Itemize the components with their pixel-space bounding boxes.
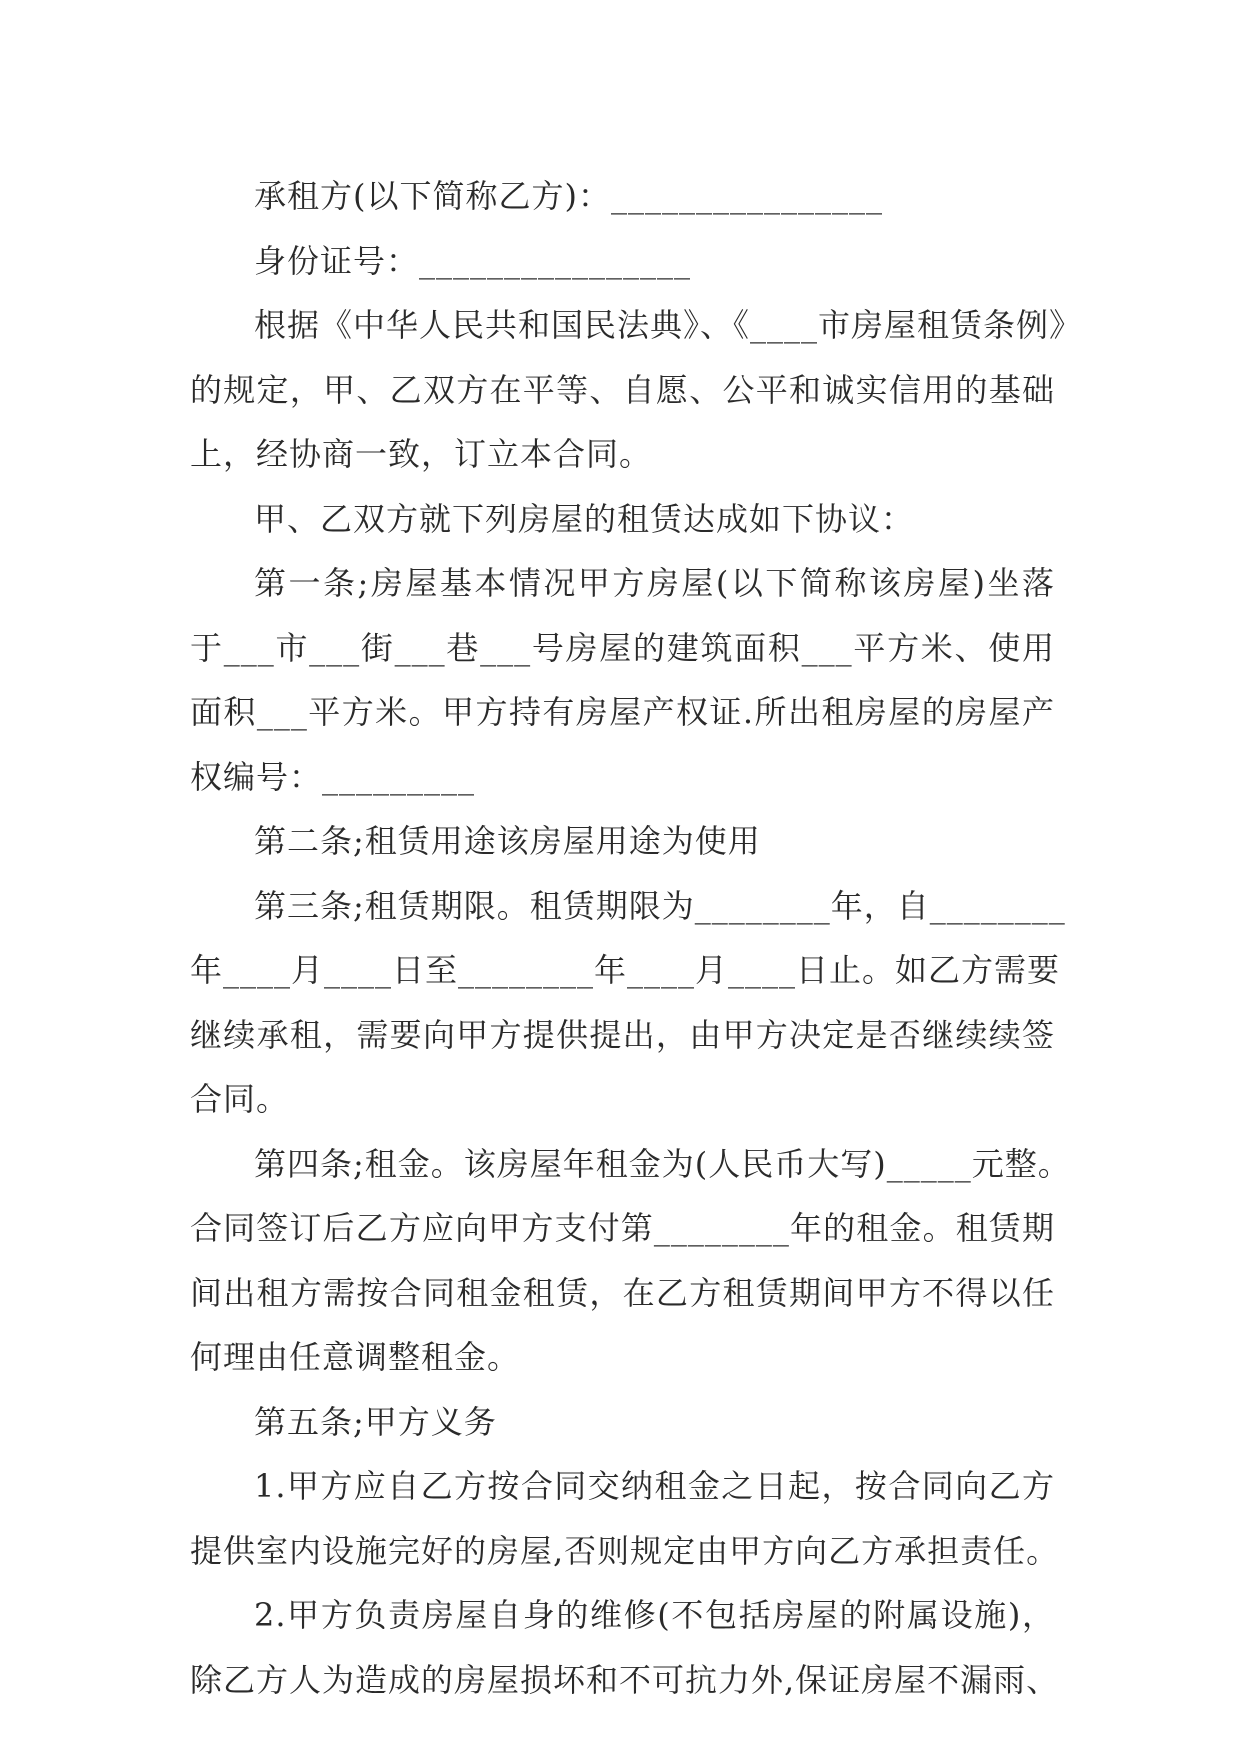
text-line: 2.甲方负责房屋自身的维修(不包括房屋的附属设施)， <box>254 1596 1055 1634</box>
text-line: 第五条;甲方义务 <box>254 1402 497 1441</box>
text-line: 第四条;租金。该房屋年租金为(人民币大写)_____元整。 <box>254 1144 1071 1183</box>
text-line: 权编号：_________ <box>190 757 476 796</box>
text-line: 根据《中华人民共和国民法典》、《____市房屋租赁条例》 <box>254 306 1083 344</box>
text-line: 身份证号：________________ <box>254 241 692 280</box>
text-line: 甲、乙双方就下列房屋的租赁达成如下协议： <box>254 499 915 538</box>
text-line: 第二条;租赁用途该房屋用途为使用 <box>254 822 761 860</box>
text-line: 1.甲方应自乙方按合同交纳租金之日起，按合同向乙方 <box>254 1467 1055 1505</box>
text-line: 上，经协商一致，订立本合同。 <box>190 435 653 473</box>
text-line: 面积___平方米。甲方持有房屋产权证.所出租房屋的房屋产 <box>190 693 1055 731</box>
text-line: 的规定，甲、乙双方在平等、自愿、公平和诚实信用的基础 <box>190 370 1055 409</box>
text-line: 合同签订后乙方应向甲方支付第________年的租金。租赁期 <box>190 1209 1055 1247</box>
text-line: 第一条;房屋基本情况甲方房屋(以下简称该房屋)坐落 <box>254 564 1055 602</box>
text-line: 合同。 <box>190 1080 290 1118</box>
text-line: 除乙方人为造成的房屋损坏和不可抗力外,保证房屋不漏雨、 <box>190 1660 1060 1699</box>
text-line: 继续承租，需要向甲方提供提出，由甲方决定是否继续续签 <box>190 1015 1055 1054</box>
text-line: 第三条;租赁期限。租赁期限为________年，自________ <box>254 886 1066 925</box>
text-line: 何理由任意调整租金。 <box>190 1338 521 1376</box>
text-line: 提供室内设施完好的房屋,否则规定由甲方向乙方承担责任。 <box>190 1531 1060 1570</box>
contract-body <box>190 164 1083 1712</box>
text-line: 承租方(以下简称乙方)：________________ <box>254 177 883 215</box>
text-line: 年____月____日至________年____月____日止。如乙方需要 <box>190 951 1061 989</box>
text-line: 间出租方需按合同租金租赁，在乙方租赁期间甲方不得以任 <box>190 1273 1055 1312</box>
text-line: 于___市___街___巷___号房屋的建筑面积___平方米、使用 <box>190 628 1055 667</box>
